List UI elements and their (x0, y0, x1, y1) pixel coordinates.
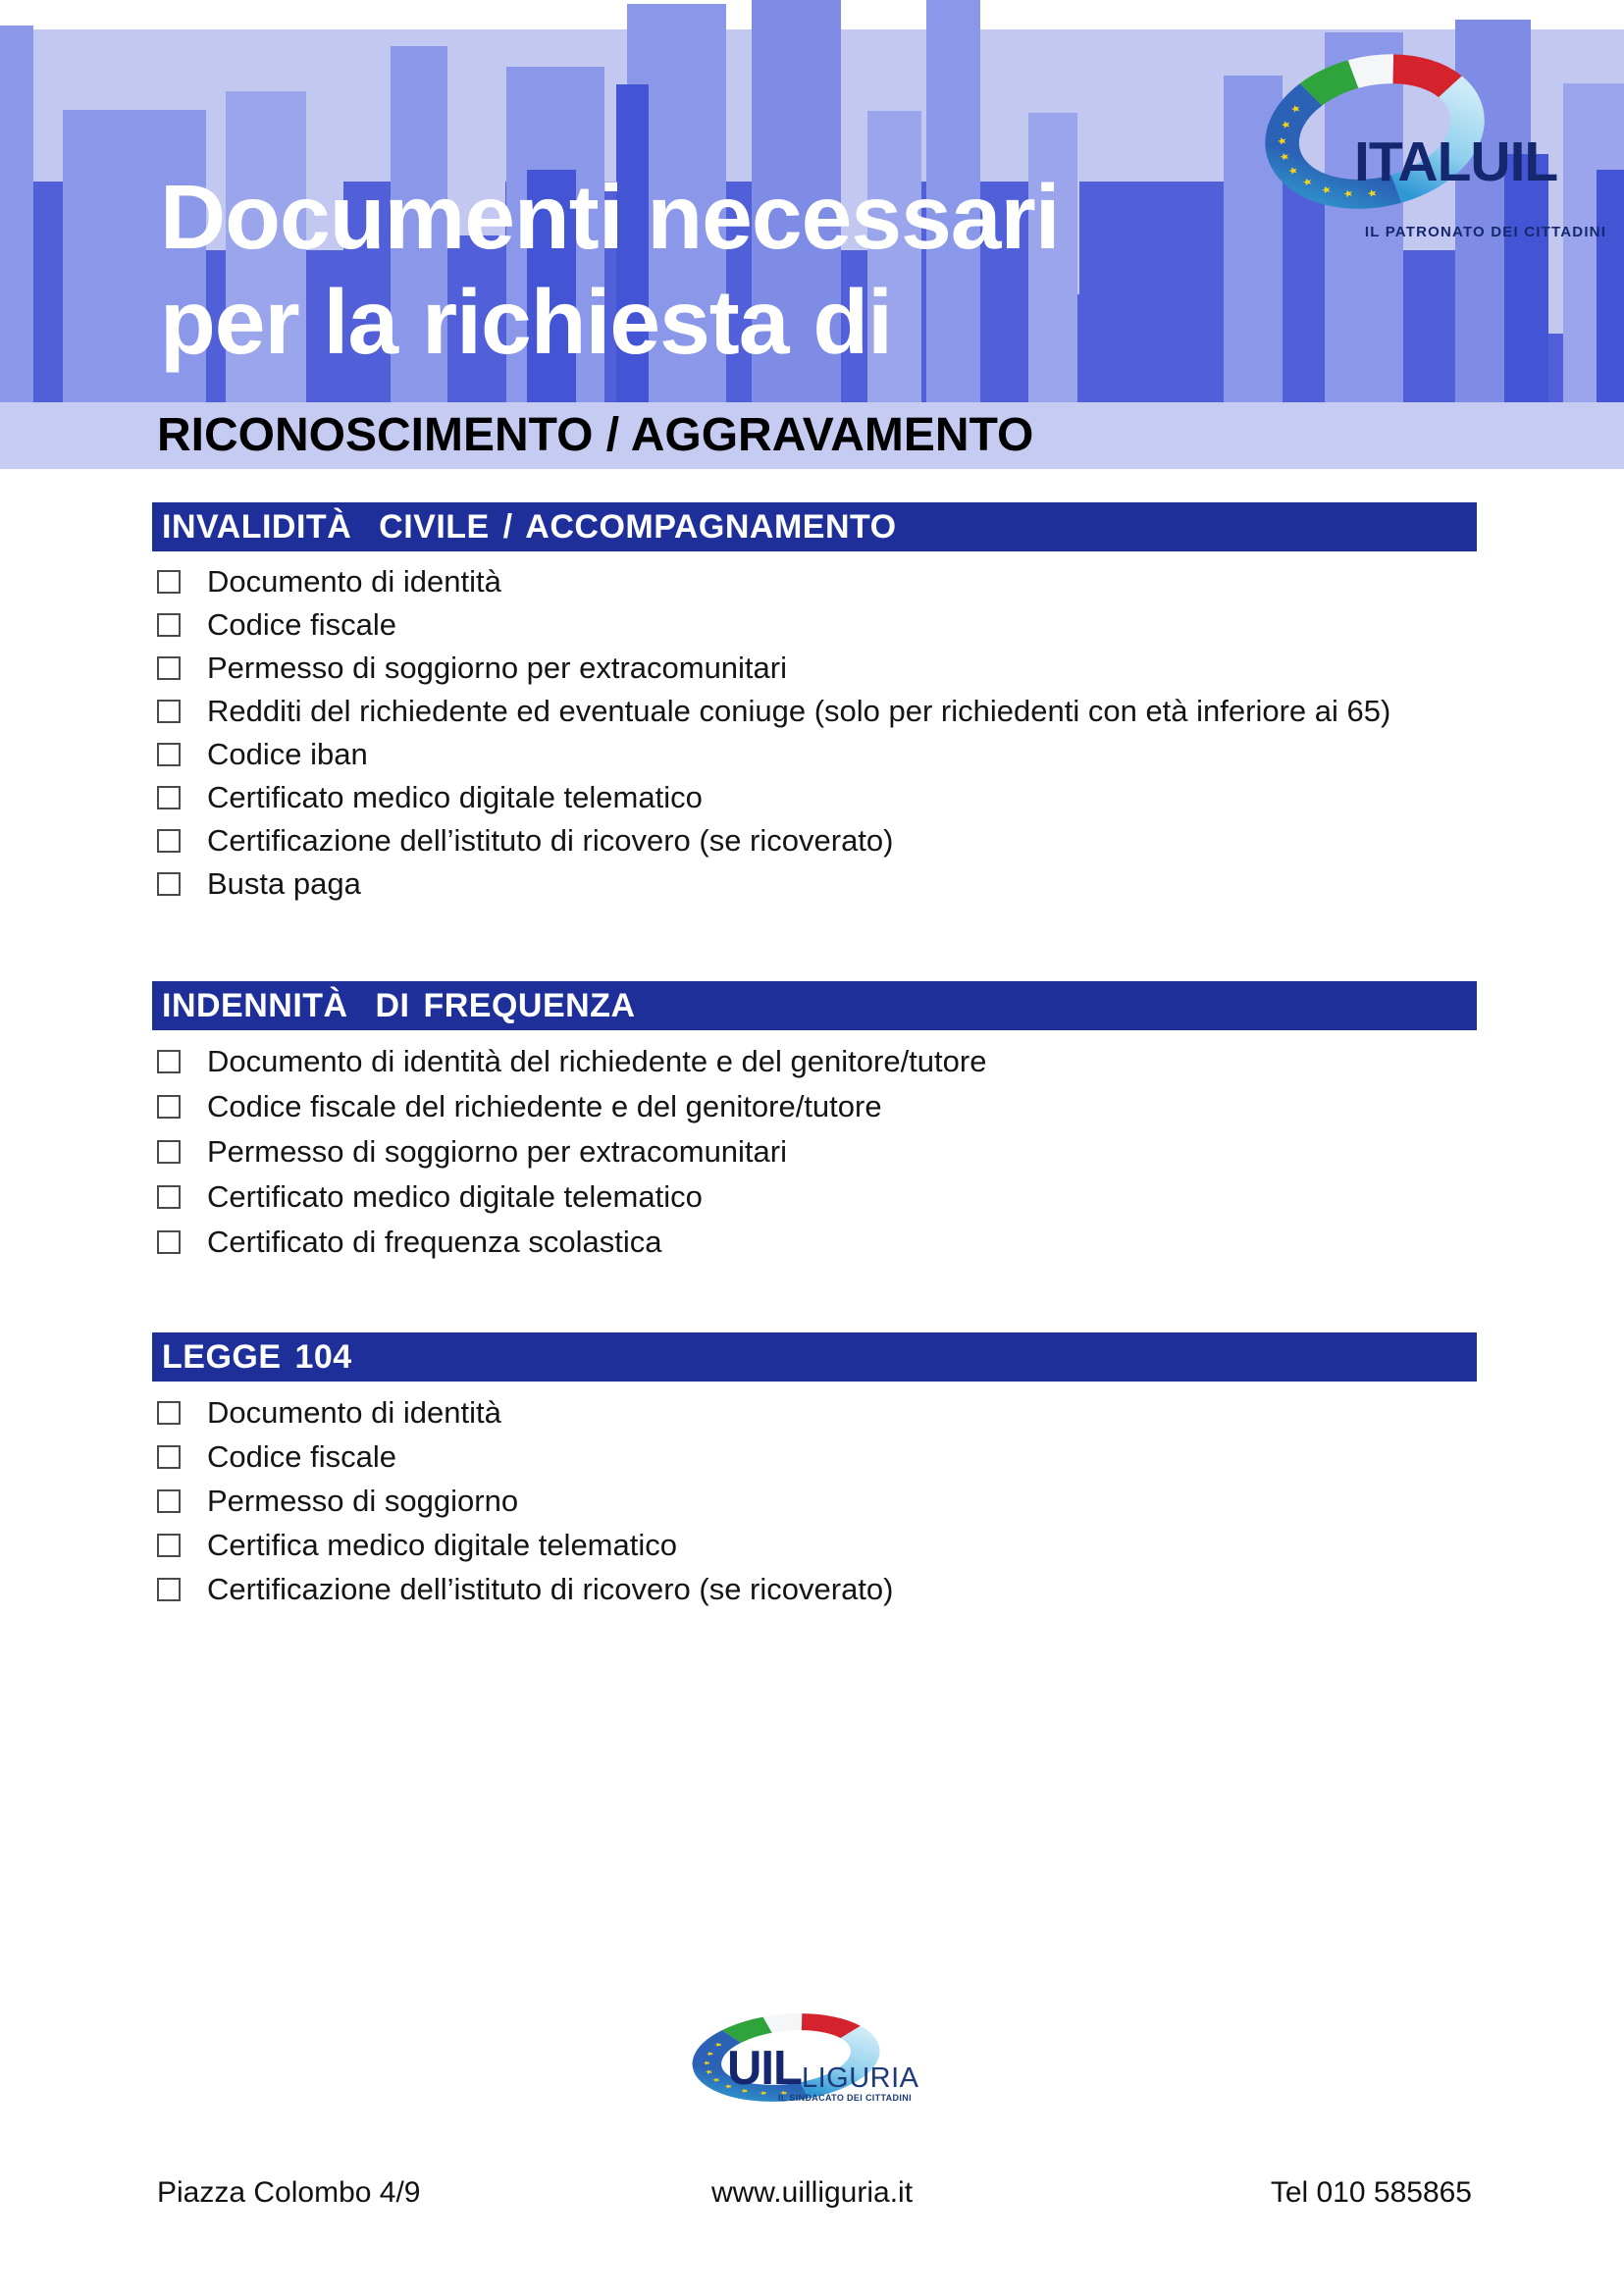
checklist-item (157, 647, 1624, 690)
footer-phone: Tel 010 585865 (1270, 2176, 1472, 2209)
checklist (0, 560, 1624, 906)
section-title: INVALIDITÀ CIVILE / ACCOMPAGNAMENTO (162, 508, 897, 546)
checkbox-icon (157, 1095, 181, 1119)
checklist-item-label: Certificazione dell’istituto di ricovero (se ricoverato) (207, 823, 894, 858)
checklist-item (157, 1039, 1624, 1084)
checklist-item (157, 1479, 1624, 1523)
subtitle-band (0, 402, 1624, 469)
checklist-item (157, 733, 1624, 776)
checkbox-icon (157, 872, 181, 896)
checklist-item (157, 819, 1624, 862)
checklist-item-label: Permesso di soggiorno (207, 1483, 519, 1518)
checklist-item-label: Certificato di frequenza scolastica (207, 1225, 662, 1259)
italuil-wordmark: ITALUIL (1354, 130, 1558, 193)
page-title (160, 165, 1060, 375)
footer-contact-row (0, 2176, 1624, 2216)
checklist-item (157, 1523, 1624, 1567)
checklist-item (157, 603, 1624, 647)
section-title: LEGGE 104 (162, 1338, 352, 1376)
italuil-logo (1231, 27, 1622, 257)
checklist-item-label: Codice fiscale (207, 1438, 396, 1474)
checkbox-icon (157, 1401, 181, 1425)
section-header-bar (152, 502, 1477, 551)
checkbox-icon (157, 1578, 181, 1601)
checklist-item-label: Certifica medico digitale telematico (207, 1527, 677, 1562)
checkbox-icon (157, 829, 181, 853)
checkbox-icon (157, 613, 181, 637)
checklist-item-label: Documento di identità del richiedente e del genitore/tutore (207, 1044, 987, 1078)
page-title-line1: Documenti necessari (160, 166, 1060, 268)
checkbox-icon (157, 1185, 181, 1209)
checkbox-icon (157, 1050, 181, 1073)
checklist-section (0, 1332, 1624, 1611)
checklist-item-label: Busta paga (207, 866, 361, 901)
checkbox-icon (157, 743, 181, 766)
section-header-bar (152, 981, 1477, 1030)
uil-liguria-logo (682, 2000, 927, 2137)
uil-wordmark: UIL (727, 2042, 802, 2095)
uil-tagline: IL SINDACATO DEI CITTADINI (778, 2093, 912, 2103)
uil-region-label: LIGURIA (802, 2062, 919, 2094)
checklist-item (157, 560, 1624, 603)
checklist-item-label: Documento di identità (207, 564, 501, 599)
header-banner (0, 0, 1624, 402)
checklist-item-label: Codice fiscale (207, 607, 396, 642)
checkbox-icon (157, 700, 181, 723)
checkbox-icon (157, 1140, 181, 1164)
checkbox-icon (157, 1230, 181, 1254)
checklist-item-label: Certificato medico digitale telematico (207, 780, 703, 814)
checklist-item (157, 1174, 1624, 1220)
checklist-item-label: Codice fiscale del richiedente e del genitore/tutore (207, 1089, 882, 1123)
checklist-item (157, 1220, 1624, 1265)
section-header-bar (152, 1332, 1477, 1382)
checklist-item (157, 1567, 1624, 1611)
checkbox-icon (157, 656, 181, 680)
checklist-section (0, 502, 1624, 906)
checklist-item (157, 1129, 1624, 1174)
footer-address: Piazza Colombo 4/9 (157, 2176, 421, 2209)
checkbox-icon (157, 570, 181, 594)
page-title-line2: per la richiesta di (160, 271, 892, 373)
section-title: INDENNITÀ DI FREQUENZA (162, 987, 636, 1024)
checklist-item (157, 862, 1624, 906)
checkbox-icon (157, 1489, 181, 1513)
checklist-item-label: Certificato medico digitale telematico (207, 1179, 703, 1214)
checklist (0, 1039, 1624, 1265)
checklist-item (157, 690, 1624, 733)
checklist-item-label: Documento di identità (207, 1394, 501, 1430)
subtitle-band-label: RICONOSCIMENTO / AGGRAVAMENTO (157, 409, 1034, 461)
footer-website: www.uilliguria.it (710, 2176, 914, 2209)
checklist-section (0, 981, 1624, 1265)
checklist-item-label: Permesso di soggiorno per extracomunitari (207, 651, 787, 685)
checklist-item (157, 1435, 1624, 1479)
checkbox-icon (157, 786, 181, 809)
checklist-item-label: Codice iban (207, 737, 368, 771)
checklist-item (157, 1084, 1624, 1129)
checkbox-icon (157, 1534, 181, 1557)
checklist-item (157, 776, 1624, 819)
italuil-tagline: IL PATRONATO DEI CITTADINI (1364, 224, 1607, 240)
checklist-item (157, 1390, 1624, 1435)
checklist-item-label: Certificazione dell’istituto di ricovero (se ricoverato) (207, 1571, 894, 1606)
checkbox-icon (157, 1445, 181, 1469)
checklist-item-label: Permesso di soggiorno per extracomunitari (207, 1134, 787, 1169)
checklist (0, 1390, 1624, 1611)
checklist-item-label: Redditi del richiedente ed eventuale coniuge (solo per richiedenti con età inferiore ai 65) (207, 694, 1391, 728)
